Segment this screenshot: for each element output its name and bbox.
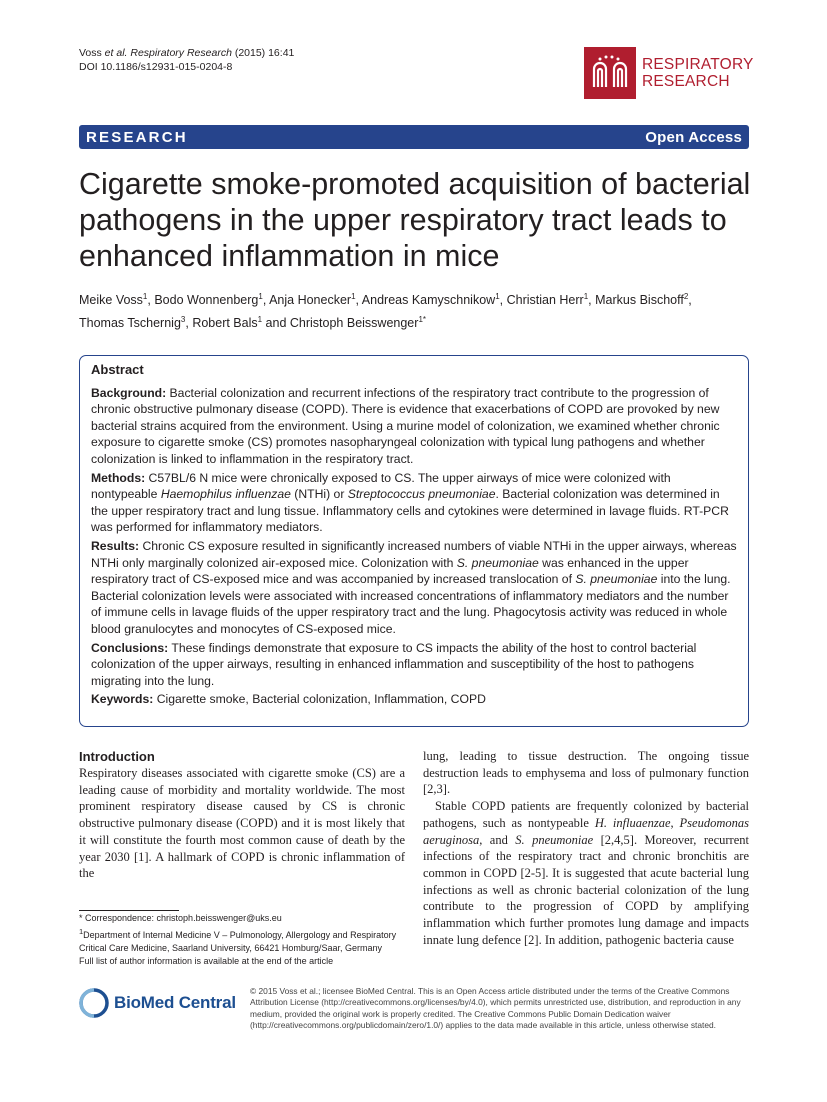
body-paragraph: Respiratory diseases associated with cigarette smoke (CS) are a leading cause of morbidity and mortality worldwide. The most prominent respiratory disease caused by CS is chronic obstructive pulmonary disease (COPD) and it is most likely that it will constitute the fourth most common cause of death by the year 2030 [1]. A hallmark of COPD is chronic inflammation of the	[79, 766, 405, 881]
correspondence: * Correspondence: christoph.beisswenger@uks.eu	[79, 913, 282, 923]
abstract-heading: Abstract	[91, 362, 144, 377]
author: Anja Honecker$^1$,	[269, 292, 362, 308]
doi: DOI 10.1186/s12931-015-0204-8	[79, 61, 233, 73]
author: Robert Bals$^1$ and	[192, 315, 290, 331]
citation-line: Voss et al. Respiratory Research (2015) 16:41	[79, 47, 295, 59]
abstract-box	[79, 355, 749, 727]
article-title: Cigarette smoke-promoted acquisition of bacterial pathogens in the upper respiratory tract leads to enhanced inflammation in mice	[79, 167, 751, 273]
body-paragraph: lung, leading to tissue destruction. The ongoing tissue destruction leads to emphysema and loss of pulmonary function [2,3].	[423, 749, 749, 797]
body-paragraph: Stable COPD patients are frequently colonized by bacterial pathogens, such as nontypeable H. influaenzae, Pseudomonas aeruginosa, and S. pneumoniae [2,4,5]. Moreover, recurrent infections of the respiratory tract and chronic bronchitis are common in COPD [2-5]. It is suggested that acute bacterial lung infections as well as chronic bacterial colonization of the lung contribute to the progression of COPD by amplifying inflammation which further promotes lung damage and impacts innate lung defence [2]. In addition, pathogenic bacteria cause	[423, 799, 749, 947]
affiliation: $^1$Department of Internal Medicine V – Pulmonology, Allergology and Respiratory Critical Care Medicine, Saarland University, 66421 Homburg/Saar, Germany	[79, 927, 397, 953]
author: Markus Bischoff$^2$,	[595, 292, 692, 308]
author: Meike Voss$^1$,	[79, 292, 155, 308]
author: Christoph Beisswenger$^{1*}$	[289, 315, 426, 331]
open-access-label: Open Access	[645, 128, 742, 146]
author: Bodo Wonnenberg$^1$,	[154, 292, 270, 308]
body-column-left	[79, 748, 405, 882]
article-type-label: RESEARCH	[86, 128, 188, 146]
abstract-keywords: Keywords: Cigarette smoke, Bacterial colonization, Inflammation, COPD	[91, 692, 486, 707]
footnote-divider	[79, 910, 179, 911]
abstract-results: Results: Chronic CS exposure resulted in significantly increased numbers of viable NTHi in the upper airways, whereas NTHi only marginally colonized air-exposed mice. Colonization with S. pneumoniae was enhanced in the upper respiratory tract of CS-exposed mice and was accompanied by increased translocation of S. pneumoniae into the lung. Bacterial colonization levels were associated with increased concentrations of inflammatory mediators and the number of immune cells in lavage fluids of the upper respiratory tract and the lung. Phagocytosis activity was reduced in whole blood granulocytes and monocytes of CS-exposed mice.	[91, 538, 737, 636]
journal-logo-mark-icon	[584, 47, 636, 99]
biomed-central-icon	[79, 988, 109, 1018]
abstract-conclusions: Conclusions: These findings demonstrate that exposure to CS impacts the ability of the host to control bacterial colonization of the upper airways, resulting in enhanced inflammation and susceptibility of the host to pathogens migrating into the lung.	[91, 640, 697, 688]
publisher-logo	[79, 988, 236, 1018]
journal-logo	[584, 47, 754, 99]
section-heading-introduction: Introduction	[79, 749, 155, 764]
footnotes	[79, 912, 405, 968]
publisher-name: BioMed Central	[114, 993, 236, 1012]
journal-name: RESPIRATORY RESEARCH	[642, 56, 754, 90]
abstract-methods: Methods: C57BL/6 N mice were chronically exposed to CS. The upper airways of mice were colonized with nontypeable Haemophilus influenzae (NTHi) or Streptococcus pneumoniae. Bacterial colonization was determined in the upper respiratory tract and lung tissue. Inflammatory cells and cytokines were determined in lavage fluids. RT-PCR was performed for inflammatory mediators.	[91, 470, 729, 535]
author: Christian Herr$^1$,	[506, 292, 596, 308]
body-column-right	[423, 748, 749, 948]
license-text: © 2015 Voss et al.; licensee BioMed Central. This is an Open Access article distributed under the terms of the Creative Commons Attribution License (http://creativecommons.org/licenses/by/4.0), which permits unrestricted use, distribution, and reproduction in any medium, provided the original work is properly credited. The Creative Commons Public Domain Dedication waiver (http://creativecommons.org/publicdomain/zero/1.0/) applies to the data made available in this article, unless otherwise stated.	[250, 986, 741, 1030]
author: Thomas Tschernig$^3$,	[79, 315, 193, 331]
citation-header	[79, 46, 294, 74]
author-info-note: Full list of author information is available at the end of the article	[79, 956, 334, 966]
abstract-background: Background: Bacterial colonization and recurrent infections of the respiratory tract contribute to the progression of chronic obstructive pulmonary disease (COPD). There is evidence that exacerbations of COPD are provoked by new bacterial strains acquired from the environment. Using a murine model of colonization, we examined whether chronic exposure to cigarette smoke (CS) promotes nasopharyngeal colonization with typical lung pathogens and whether colonization is linked to inflammation in the respiratory tract.	[91, 385, 720, 466]
author: Andreas Kamyschnikow$^1$,	[361, 292, 507, 308]
article-type-bar	[79, 125, 749, 149]
author-list	[79, 287, 759, 333]
